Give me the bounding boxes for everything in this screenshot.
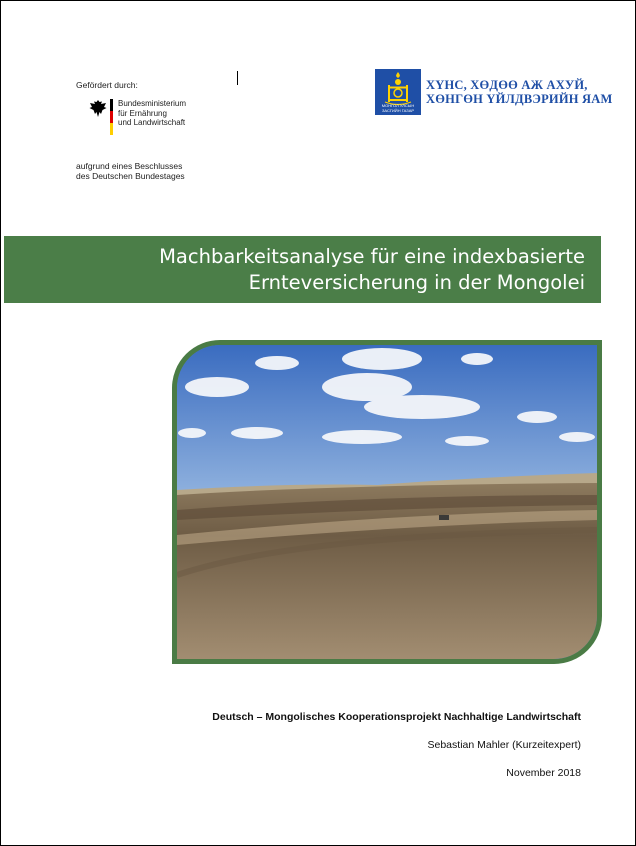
german-flag-bar <box>110 99 113 135</box>
mongolian-ministry-name <box>426 78 612 106</box>
emblem-caption-line: МОНГОЛ УЛСЫН <box>381 103 415 108</box>
steppe-landscape-photo <box>172 340 602 664</box>
document-title <box>159 244 585 296</box>
ministry-name <box>118 99 186 128</box>
emblem-caption <box>375 104 421 113</box>
funded-by-label: Gefördert durch: <box>76 80 138 90</box>
mongolian-ministry-logo <box>375 69 612 115</box>
project-name: Deutsch – Mongolisches Kooperationsprojekt Nachhaltige Landwirtschaft <box>212 711 581 723</box>
mn-name-line: ХӨНГӨН ҮЙЛДВЭРИЙН ЯАМ <box>426 92 613 106</box>
decision-line: des Deutschen Bundestages <box>76 171 185 181</box>
title-band <box>4 236 601 303</box>
title-line-2: Ernteversicherung in der Mongolei <box>248 271 585 294</box>
bundestag-decision-note <box>76 161 185 181</box>
text-cursor <box>237 71 238 85</box>
bmel-logo <box>88 99 186 135</box>
author-name: Sebastian Mahler (Kurzeitexpert) <box>427 739 581 751</box>
ministry-line: für Ernährung <box>118 108 167 118</box>
decision-line: aufgrund eines Beschlusses <box>76 161 183 171</box>
ministry-line: Bundesministerium <box>118 99 187 108</box>
soyombo-emblem-icon <box>375 69 421 115</box>
federal-eagle-icon <box>88 99 108 119</box>
mn-name-line: ХҮНС, ХӨДӨӨ АЖ АХУЙ, <box>426 78 588 92</box>
publication-date: November 2018 <box>506 767 581 779</box>
title-line-1: Machbarkeitsanalyse für eine indexbasierte <box>159 245 585 268</box>
ministry-line: und Landwirtschaft <box>118 118 186 127</box>
emblem-caption-line: ЗАСГИЙН ГАЗАР <box>381 107 415 113</box>
